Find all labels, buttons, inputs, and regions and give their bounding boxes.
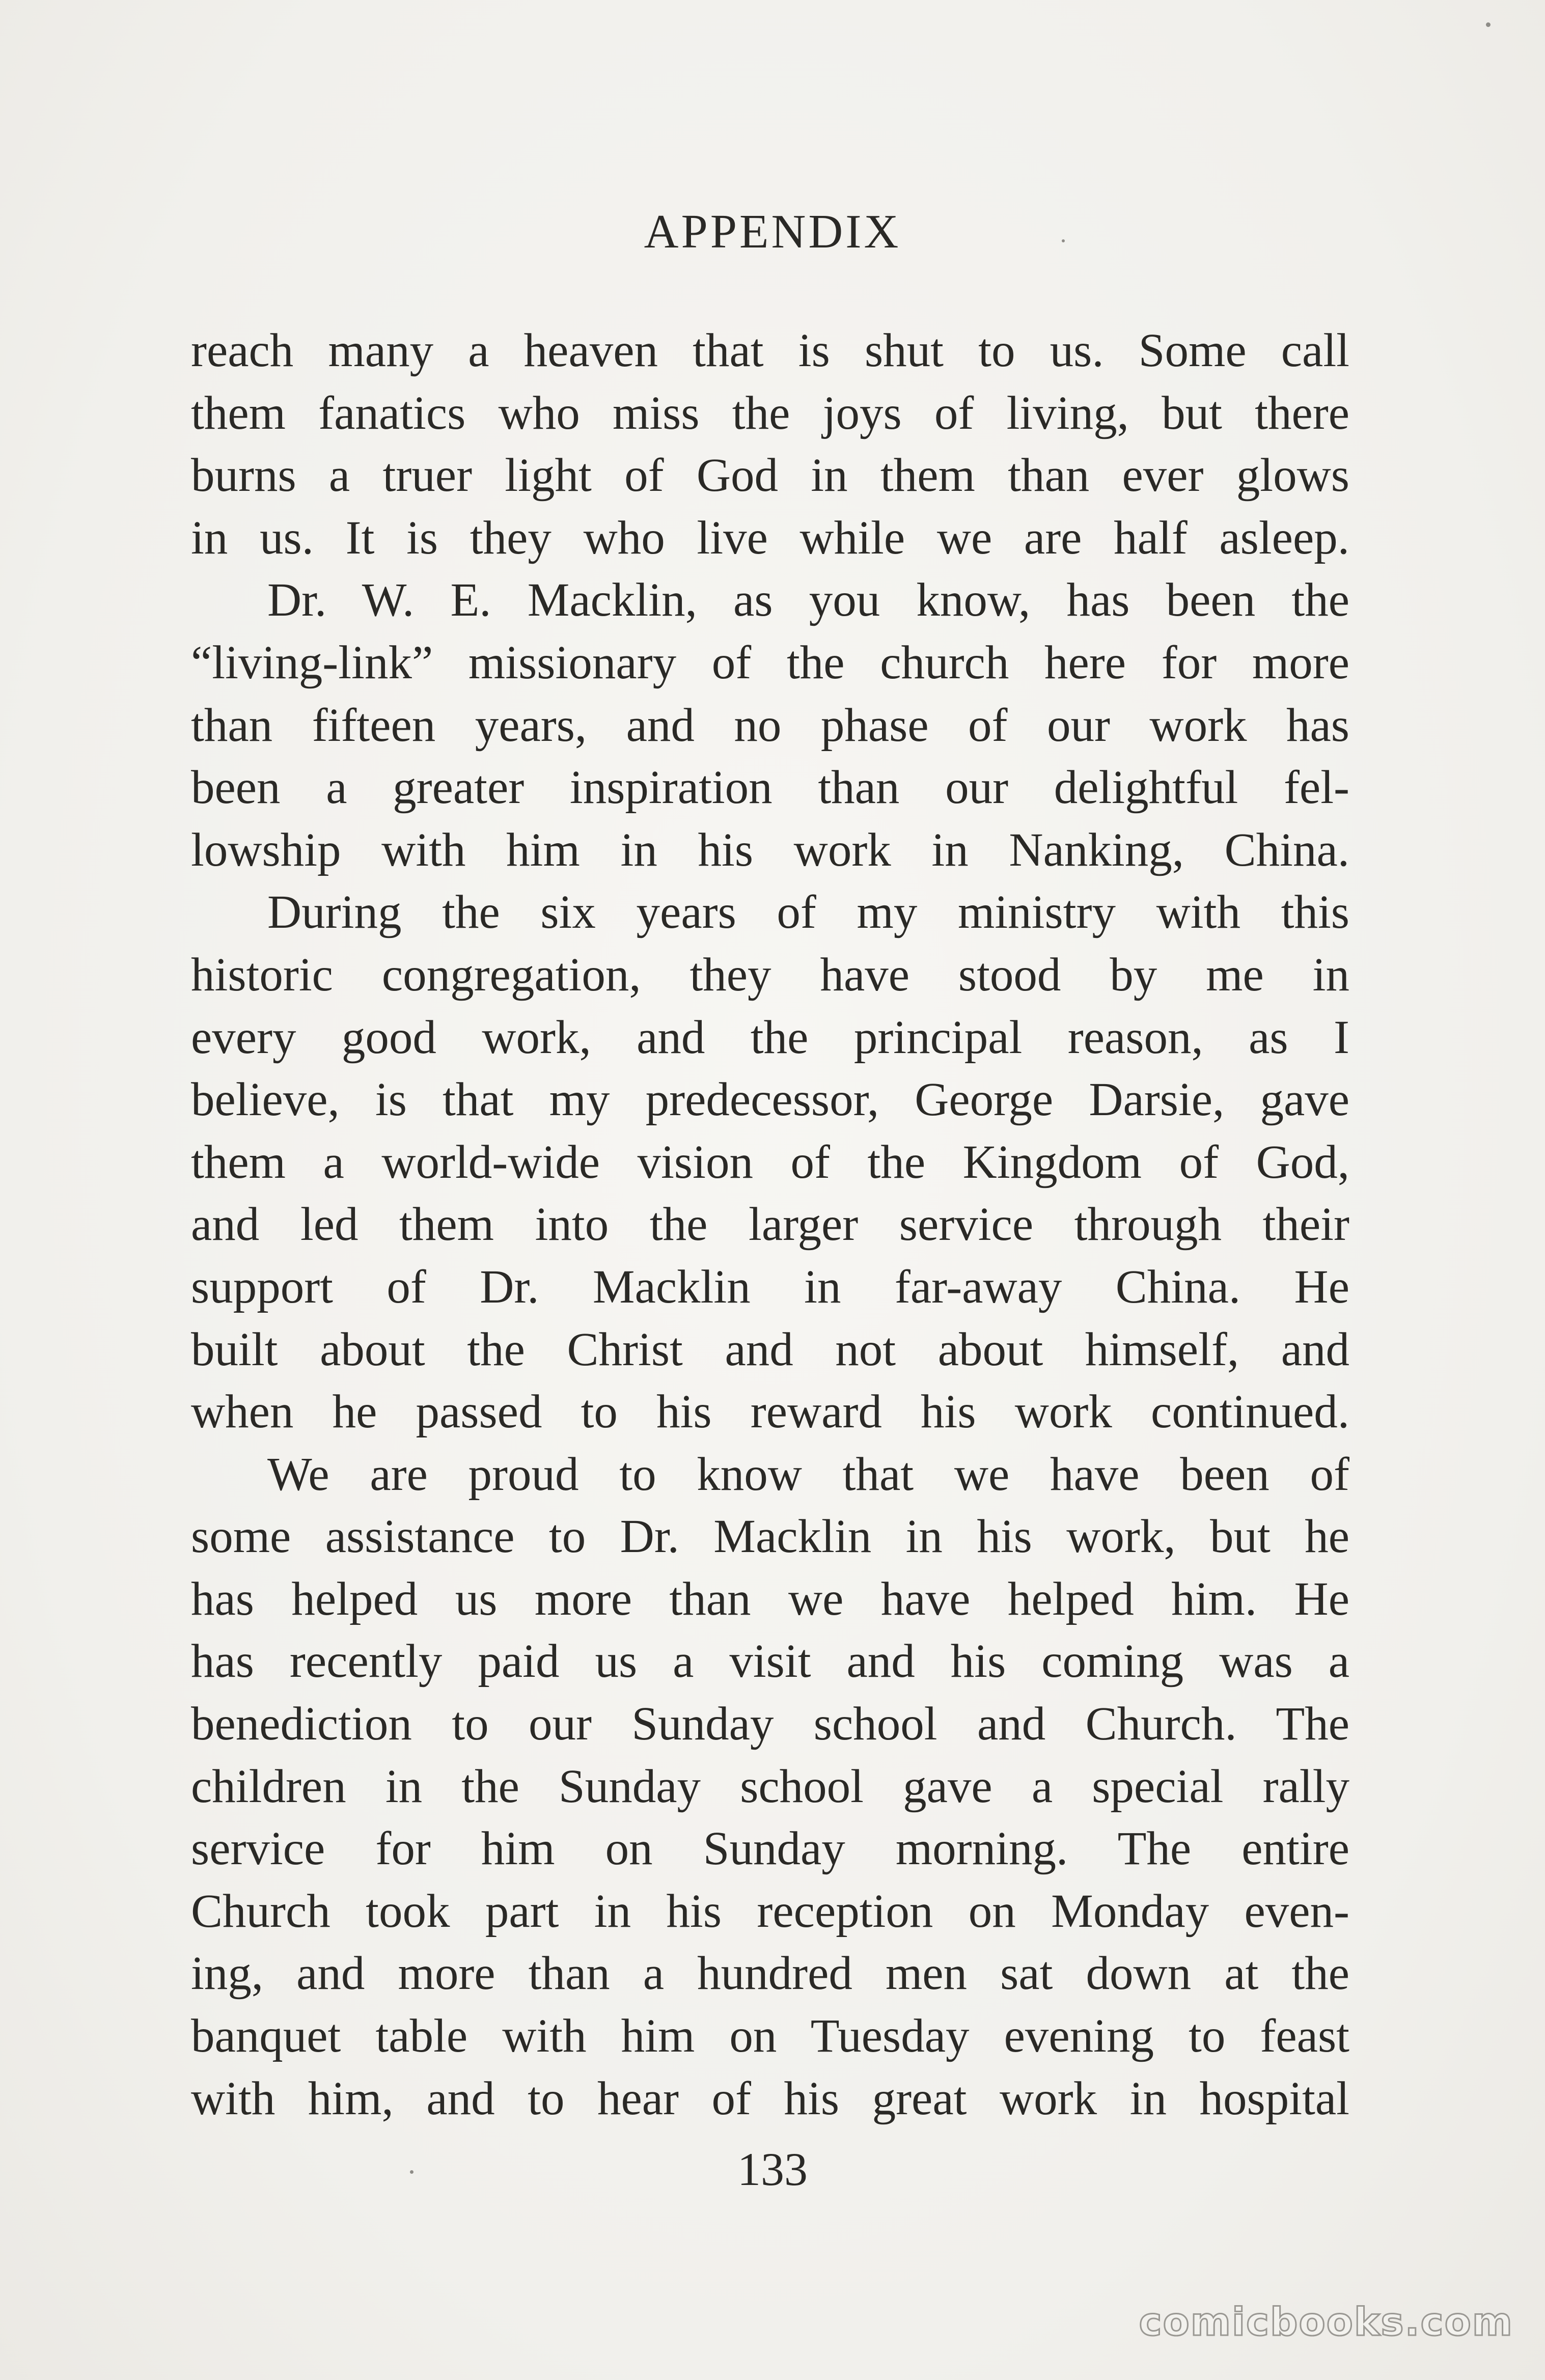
text-line: them fanatics who miss the joys of living, but there [191, 386, 1349, 439]
text-line: service for him on Sunday morning. The entire [191, 1822, 1349, 1875]
paper-speck [410, 2170, 413, 2174]
text-line: children in the Sunday school gave a special rally [191, 1760, 1349, 1813]
text-line: with him, and to hear of his great work in hospital [191, 2072, 1349, 2125]
text-line: support of Dr. Macklin in far-away China. He [191, 1260, 1349, 1313]
text-line: “living-link” missionary of the church here for more [191, 636, 1349, 689]
text-line: some assistance to Dr. Macklin in his work, but he [191, 1510, 1349, 1563]
text-line: reach many a heaven that is shut to us. Some call [191, 324, 1349, 377]
text-line: banquet table with him on Tuesday evening to feast [191, 2010, 1349, 2063]
text-line: ing, and more than a hundred men sat down at the [191, 1947, 1349, 2000]
text-line: has helped us more than we have helped him. He [191, 1572, 1349, 1625]
text-line: lowship with him in his work in Nanking, China. [191, 823, 1349, 876]
body-text [191, 320, 1349, 2130]
page-number: 133 [737, 2143, 808, 2195]
text-line: when he passed to his reward his work continued. [191, 1386, 1349, 1438]
text-line: historic congregation, they have stood by me in [191, 948, 1349, 1001]
text-line: During the six years of my ministry with this [267, 886, 1349, 939]
text-line: has recently paid us a visit and his coming was a [191, 1635, 1349, 1688]
text-line: Church took part in his reception on Monday even- [191, 1885, 1349, 1938]
text-line: believe, is that my predecessor, George Darsie, gave [191, 1073, 1349, 1126]
watermark: comicbooks.com [1139, 2299, 1513, 2344]
text-line: than fifteen years, and no phase of our work has [191, 699, 1349, 752]
text-line: Dr. W. E. Macklin, as you know, has been the [267, 574, 1349, 627]
running-head: APPENDIX [644, 205, 901, 258]
text-line: and led them into the larger service through their [191, 1198, 1349, 1251]
paper-speck [1486, 22, 1491, 27]
paper-speck [1062, 239, 1065, 242]
text-line: We are proud to know that we have been of [267, 1448, 1349, 1501]
text-line: in us. It is they who live while we are half asleep. [191, 511, 1349, 564]
text-line: been a greater inspiration than our delightful fel- [191, 761, 1349, 814]
text-line: built about the Christ and not about himself, and [191, 1323, 1349, 1376]
text-line: burns a truer light of God in them than ever glows [191, 449, 1349, 502]
text-line: them a world-wide vision of the Kingdom of God, [191, 1136, 1349, 1188]
text-line: every good work, and the principal reason, as I [191, 1011, 1349, 1064]
text-line: benediction to our Sunday school and Church. The [191, 1698, 1349, 1751]
